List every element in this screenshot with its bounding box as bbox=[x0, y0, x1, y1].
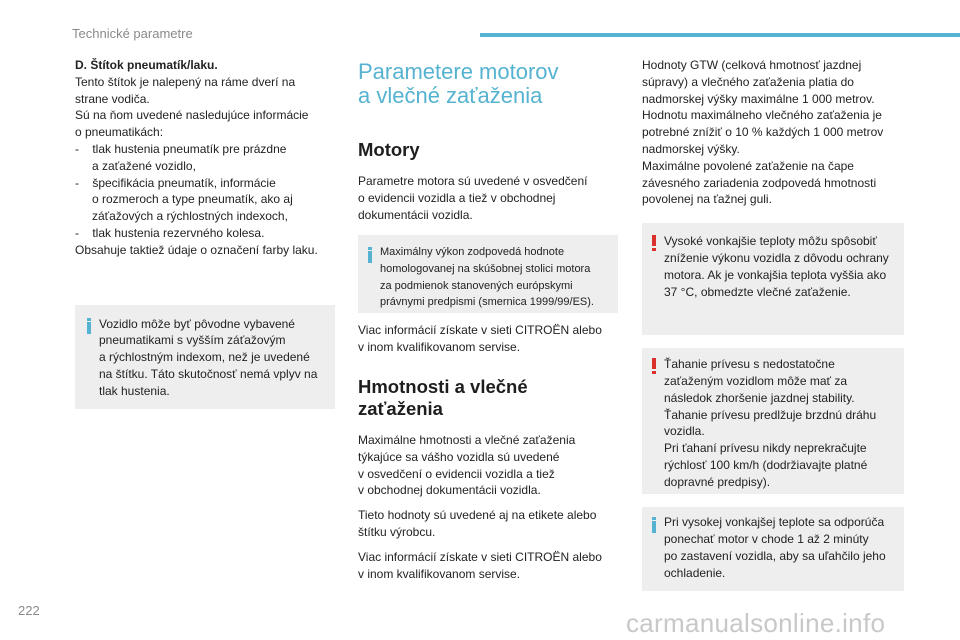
list-item bbox=[75, 141, 335, 175]
text-line: Hodnotu maximálneho vlečného zaťaženia je bbox=[642, 108, 882, 123]
column-3 bbox=[642, 57, 904, 591]
warning-box bbox=[642, 223, 904, 335]
watermark: carmanualsonline.info bbox=[626, 608, 886, 638]
tire-info-list bbox=[75, 141, 335, 242]
text-line: následok zhoršenie jazdnej stability. bbox=[664, 390, 855, 405]
motors-heading: Motory bbox=[358, 139, 420, 160]
text-line: Tento štítok je nalepený na ráme dverí na bbox=[75, 74, 296, 89]
weights-text-2 bbox=[358, 507, 618, 541]
text-line: týkajúce sa vášho vozidla sú uvedené bbox=[358, 449, 560, 464]
text-line: Viac informácií získate v sieti CITROËN alebo bbox=[358, 549, 602, 564]
gtw-text bbox=[642, 57, 904, 208]
text-line: nadmorskej výšky maximálne 1 000 metrov. bbox=[642, 91, 875, 106]
text-line: Pri vysokej vonkajšej teplote sa odporúča bbox=[664, 515, 885, 530]
text-line: dopravné predpisy). bbox=[664, 474, 771, 489]
text-line: Viac informácií získate v sieti CITROËN alebo bbox=[358, 323, 602, 338]
heading-line: Hmotnosti a vlečné bbox=[358, 375, 528, 397]
text-line: štítku výrobcu. bbox=[358, 524, 436, 539]
list-item-line: záťažových a rýchlostných indexoch, bbox=[92, 209, 288, 224]
text-line: Sú na ňom uvedené nasledujúce informácie bbox=[75, 108, 309, 123]
text-line: o pneumatikách: bbox=[75, 125, 164, 140]
text-line: Vysoké vonkajšie teploty môžu spôsobiť bbox=[664, 234, 877, 249]
info-icon bbox=[87, 318, 91, 334]
page-number: 222 bbox=[18, 603, 40, 618]
text-line: v inom kvalifikovanom servise. bbox=[358, 566, 521, 581]
text-line: v obchodnej dokumentácii vozidla. bbox=[358, 483, 541, 498]
info-icon bbox=[652, 517, 656, 533]
warning-icon bbox=[652, 235, 656, 251]
warning-box bbox=[642, 348, 904, 494]
list-item-line: - tlak hustenia rezervného kolesa. bbox=[75, 225, 265, 240]
list-item-line: - tlak hustenia pneumatík pre prázdne bbox=[75, 141, 287, 156]
text-line: Hodnoty GTW (celková hmotnosť jazdnej bbox=[642, 58, 862, 72]
tire-label-heading: D. Štítok pneumatík/laku. bbox=[75, 58, 218, 72]
text-line: motora. Ak je vonkajšia teplota vyššia ako bbox=[664, 267, 887, 282]
text-line: Ťahanie prívesu predlžuje brzdnú dráhu bbox=[664, 407, 877, 422]
header-accent-bar bbox=[480, 33, 960, 37]
warning-icon bbox=[652, 358, 656, 374]
list-item-line: o rozmeroch a type pneumatík, ako aj bbox=[92, 192, 293, 207]
column-1 bbox=[75, 57, 335, 409]
text-line: a rýchlostným indexom, než je uvedené bbox=[99, 350, 310, 365]
text-line: vozidla. bbox=[664, 424, 705, 439]
text-line: pneumatikami s vyšším záťažovým bbox=[99, 333, 286, 348]
text-line: Parametre motora sú uvedené v osvedčení bbox=[358, 174, 588, 188]
text-line: Tieto hodnoty sú uvedené aj na etikete alebo bbox=[358, 508, 597, 523]
header-title: Technické parametre bbox=[72, 26, 193, 41]
text-line: rýchlosť 100 km/h (dodržiavajte platné bbox=[664, 457, 868, 472]
column-2 bbox=[358, 57, 618, 582]
info-note-box bbox=[75, 305, 335, 409]
info-note-box bbox=[358, 235, 618, 313]
text-line: Ťahanie prívesu s nedostatočne bbox=[664, 357, 835, 372]
text-line: právnymi predpismi (smernica 1999/99/ES). bbox=[380, 296, 594, 309]
text-line: Pri ťahaní prívesu nikdy neprekračujte bbox=[664, 441, 867, 456]
text-line: Maximálny výkon zodpovedá hodnote bbox=[380, 246, 565, 259]
text-line: zníženie výkonu vozidla z dôvodu ochrany bbox=[664, 250, 889, 265]
section-title-line: Parametere motorov bbox=[358, 59, 559, 84]
text-line: dokumentácii vozidla. bbox=[358, 207, 473, 222]
text-line: ochladenie. bbox=[664, 565, 726, 580]
text-line: nadmorskej výšky. bbox=[642, 141, 740, 156]
text-line: v osvedčení o evidencii vozidla a tiež bbox=[358, 466, 555, 481]
tire-label-outro: Obsahuje taktiež údaje o označení farby laku. bbox=[75, 242, 318, 257]
list-item-line: - špecifikácia pneumatík, informácie bbox=[75, 175, 276, 190]
list-item-line: a zaťažené vozidlo, bbox=[92, 158, 196, 173]
text-line: zaťaženým vozidlom môže mať za bbox=[664, 373, 848, 388]
info-note-box bbox=[642, 507, 904, 591]
list-item bbox=[75, 175, 335, 225]
text-line: povolenej na ťažnej guli. bbox=[642, 192, 772, 207]
text-line: závesného zariadenia zodpovedá hmotnosti bbox=[642, 175, 877, 190]
text-line: potrebné znížiť o 10 % každých 1 000 metrov bbox=[642, 125, 884, 140]
text-line: 37 °C, obmedzte vlečné zaťaženie. bbox=[664, 284, 851, 299]
motors-more-info bbox=[358, 322, 618, 356]
text-line: na štítku. Táto skutočnosť nemá vplyv na bbox=[99, 366, 318, 381]
heading-line: zaťaženia bbox=[358, 397, 443, 419]
info-icon bbox=[368, 247, 372, 263]
text-line: strane vodiča. bbox=[75, 91, 150, 106]
list-item bbox=[75, 225, 335, 242]
text-line: po zastavení vozidla, aby sa uľahčilo jeho bbox=[664, 548, 886, 563]
weights-more-info bbox=[358, 549, 618, 583]
tire-label-intro bbox=[75, 74, 335, 141]
text-line: ponechať motor v chode 1 až 2 minúty bbox=[664, 531, 869, 546]
section-title-line: a vlečné zaťaženia bbox=[358, 83, 543, 108]
weights-text-1 bbox=[358, 432, 618, 499]
text-line: v inom kvalifikovanom servise. bbox=[358, 340, 521, 355]
text-line: tlak hustenia. bbox=[99, 383, 170, 398]
text-line: Maximálne hmotnosti a vlečné zaťaženia bbox=[358, 432, 576, 447]
text-line: homologovanej na skúšobnej stolici motora bbox=[380, 262, 591, 275]
motors-text bbox=[358, 173, 618, 223]
text-line: súpravy) a vlečného zaťaženia platia do bbox=[642, 74, 854, 89]
text-line: Vozidlo môže byť pôvodne vybavené bbox=[99, 316, 295, 331]
text-line: za podmienok stanovených európskymi bbox=[380, 279, 573, 292]
text-line: Maximálne povolené zaťaženie na čape bbox=[642, 158, 854, 173]
text-line: o evidencii vozidla a tiež v obchodnej bbox=[358, 190, 556, 205]
weights-heading bbox=[358, 376, 618, 420]
section-title bbox=[358, 60, 618, 108]
